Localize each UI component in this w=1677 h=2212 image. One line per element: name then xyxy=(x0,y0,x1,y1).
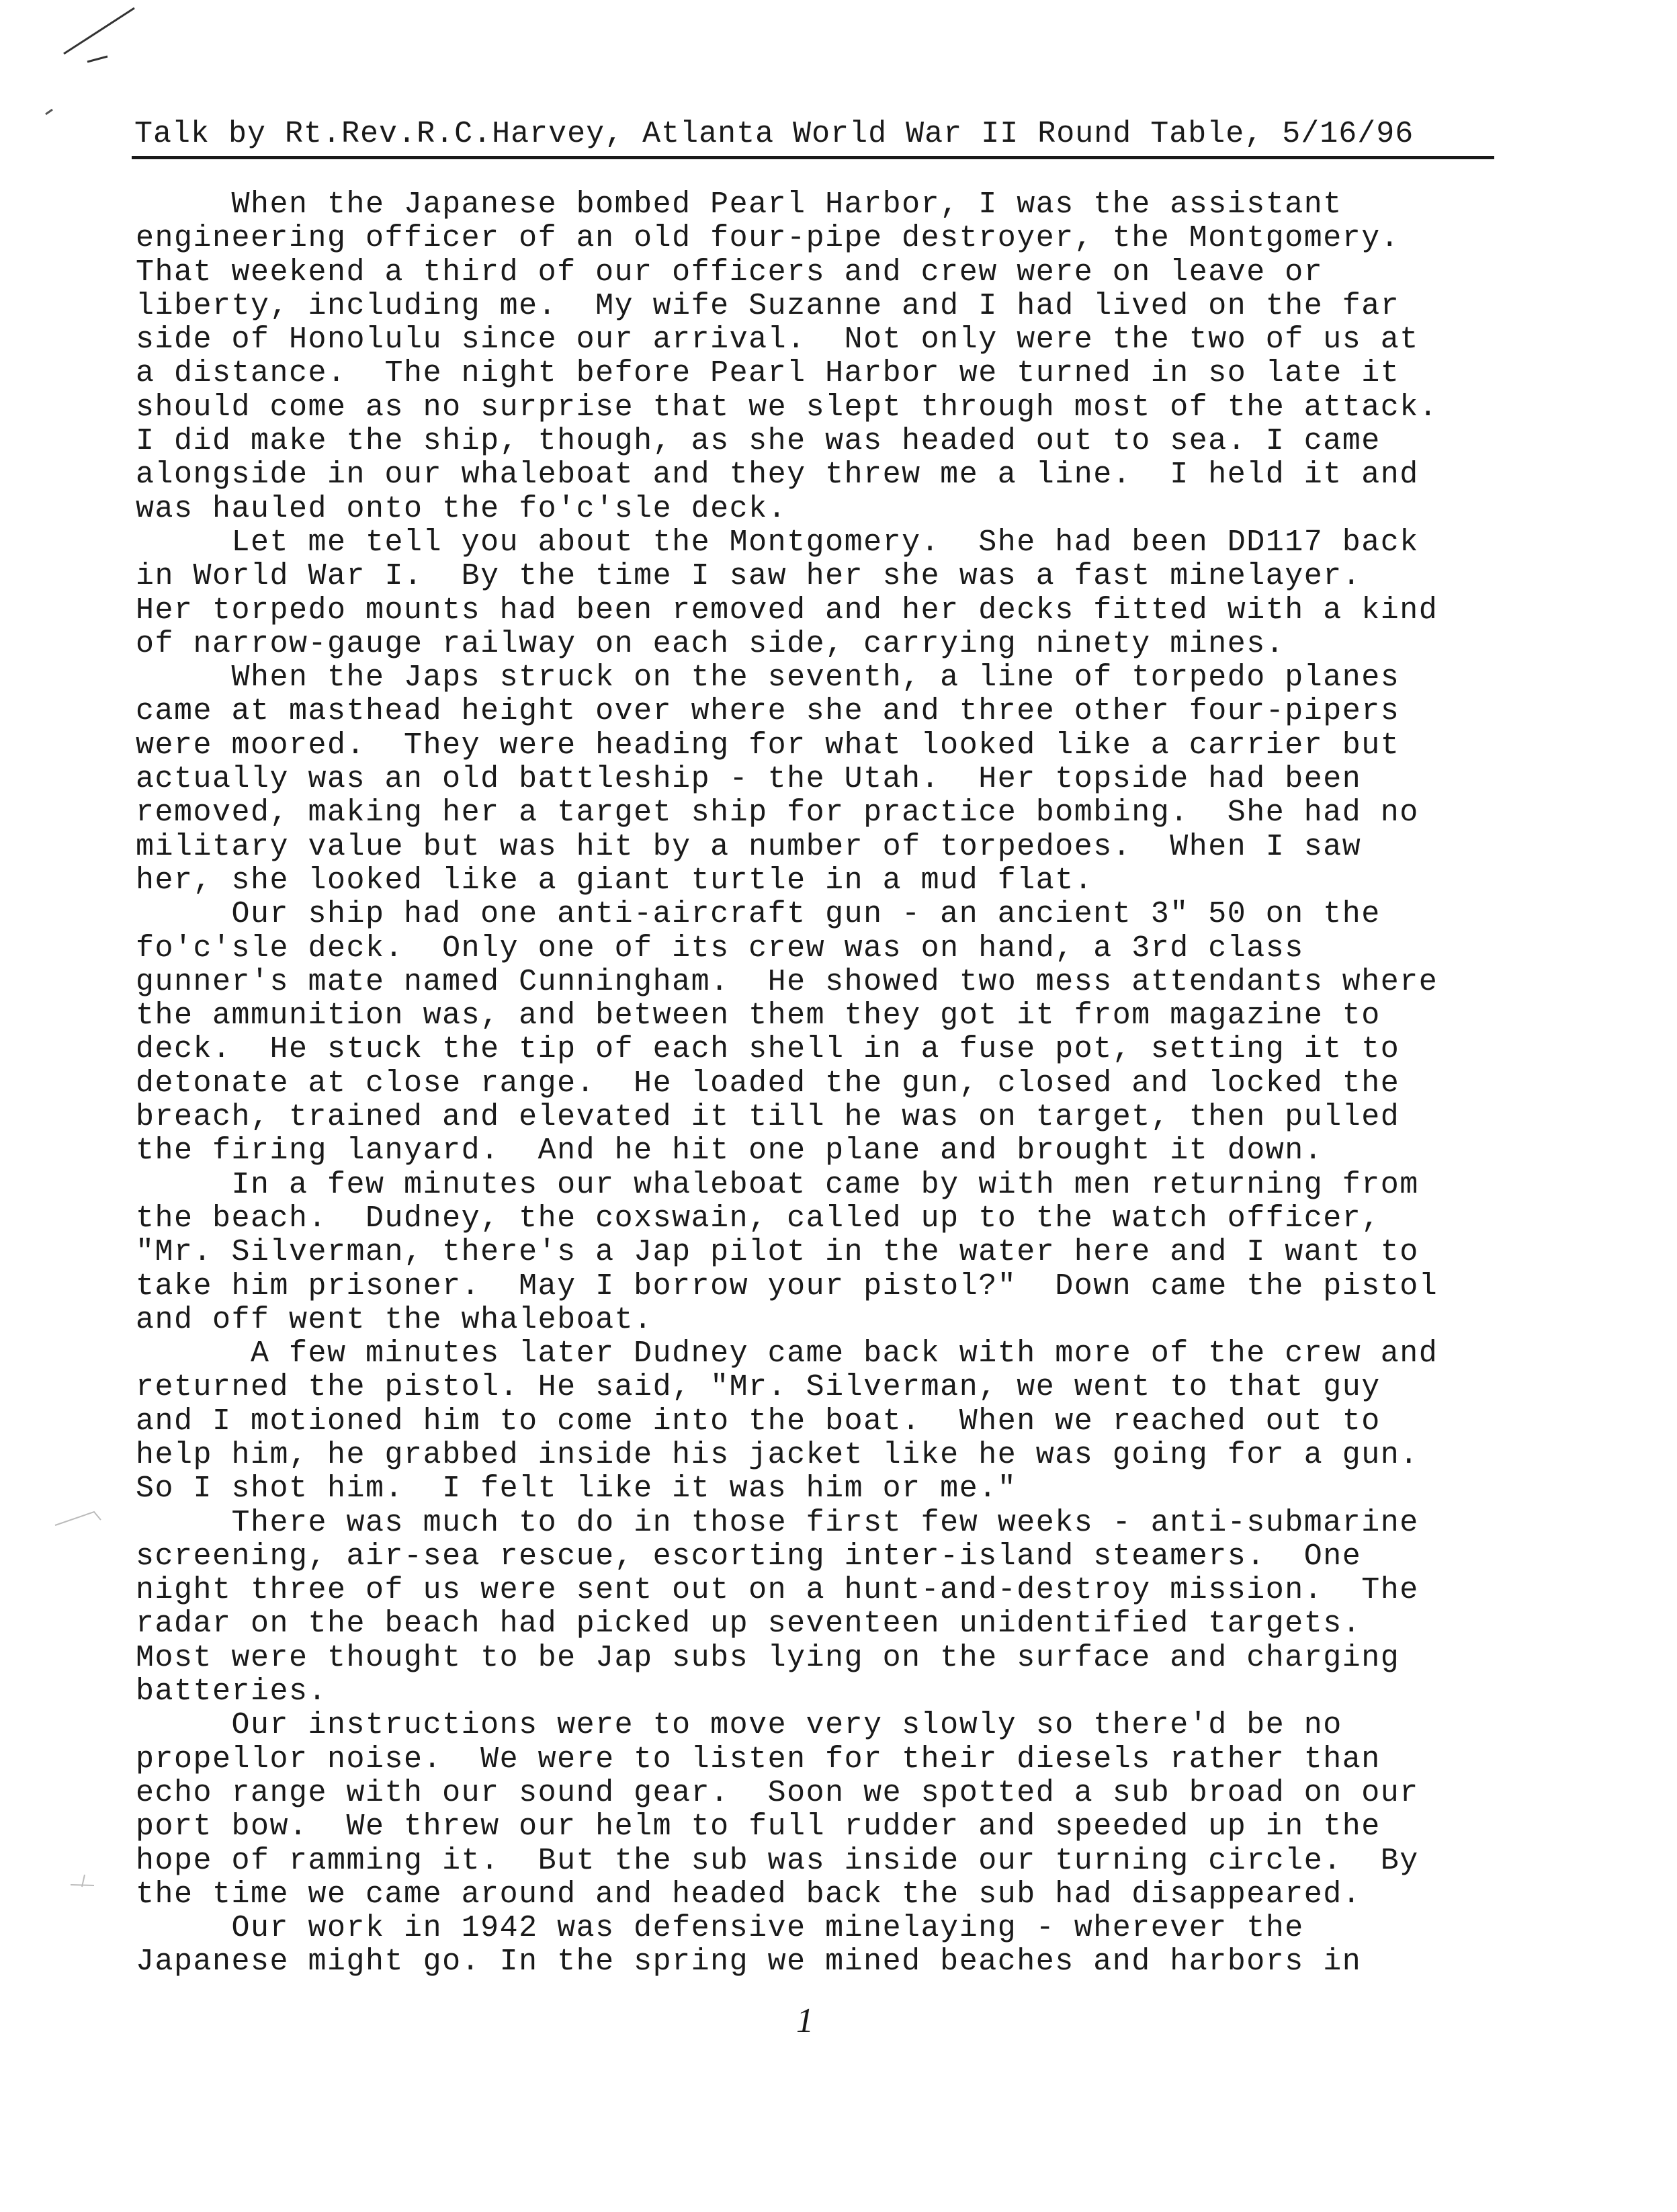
body-line: A few minutes later Dudney came back with more of the crew and xyxy=(136,1336,1438,1371)
body-line: Her torpedo mounts had been removed and her decks fitted with a kind xyxy=(136,593,1438,628)
body-line: So I shot him. I felt like it was him or me." xyxy=(136,1472,1017,1506)
body-line: were moored. They were heading for what looked like a carrier but xyxy=(136,728,1400,763)
body-line: I did make the ship, though, as she was headed out to sea. I came xyxy=(136,424,1381,459)
body-line: propellor noise. We were to listen for their diesels rather than xyxy=(136,1742,1381,1777)
body-line: came at masthead height over where she and three other four-pipers xyxy=(136,694,1400,729)
body-line: the time we came around and headed back the sub had disappeared. xyxy=(136,1877,1362,1912)
body-line: When the Japanese bombed Pearl Harbor, I was the assistant xyxy=(136,187,1342,222)
header-rule xyxy=(132,156,1494,159)
body-line: actually was an old battleship - the Utah. Her topside had been xyxy=(136,762,1362,797)
body-line: of narrow-gauge railway on each side, carrying ninety mines. xyxy=(136,626,1285,661)
body-line: the ammunition was, and between them they got it from magazine to xyxy=(136,998,1381,1033)
body-line: alongside in our whaleboat and they threw me a line. I held it and xyxy=(136,458,1419,493)
body-line: the beach. Dudney, the coxswain, called up to the watch officer, xyxy=(136,1201,1381,1236)
margin-mark-2 xyxy=(71,1875,94,1887)
body-line: help him, he grabbed inside his jacket like he was going for a gun. xyxy=(136,1437,1419,1472)
page-number: 1 xyxy=(796,2002,814,2040)
body-line: That weekend a third of our officers and crew were on leave or xyxy=(136,255,1324,290)
body-line: returned the pistol. He said, "Mr. Silverman, we went to that guy xyxy=(136,1370,1381,1405)
body-line: engineering officer of an old four-pipe destroyer, the Montgomery. xyxy=(136,221,1400,256)
body-line: removed, making her a target ship for practice bombing. She had no xyxy=(136,796,1419,831)
body-line: her, she looked like a giant turtle in a mud flat. xyxy=(136,863,1094,898)
page-header-title: Talk by Rt.Rev.R.C.Harvey, Atlanta World War II Round Table, 5/16/96 xyxy=(134,117,1414,151)
body-line: hope of ramming it. But the sub was inside our turning circle. By xyxy=(136,1843,1419,1878)
margin-mark-1 xyxy=(55,1512,101,1525)
body-line: Japanese might go. In the spring we mined beaches and harbors in xyxy=(136,1945,1362,1980)
document-body xyxy=(136,188,1520,1980)
body-line: in World War I. By the time I saw her she was a fast minelayer. xyxy=(136,559,1362,594)
body-line: Our ship had one anti-aircraft gun - an ancient 3" 50 on the xyxy=(136,897,1381,932)
body-line: port bow. We threw our helm to full rudder and speeded up in the xyxy=(136,1810,1381,1844)
pen-stroke-1 xyxy=(64,8,134,54)
pen-stroke-2 xyxy=(87,56,108,62)
body-line: was hauled onto the fo'c'sle deck. xyxy=(136,491,787,526)
body-line: take him prisoner. May I borrow your pistol?" Down came the pistol xyxy=(136,1269,1438,1304)
body-line: Our work in 1942 was defensive minelaying - wherever the xyxy=(136,1911,1304,1946)
body-line: fo'c'sle deck. Only one of its crew was on hand, a 3rd class xyxy=(136,931,1304,966)
body-line: screening, air-sea rescue, escorting inter-island steamers. One xyxy=(136,1539,1362,1574)
body-line: a distance. The night before Pearl Harbor we turned in so late it xyxy=(136,356,1400,391)
body-line: "Mr. Silverman, there's a Jap pilot in the water here and I want to xyxy=(136,1235,1419,1270)
body-line: Our instructions were to move very slowly so there'd be no xyxy=(136,1708,1342,1743)
body-line: and off went the whaleboat. xyxy=(136,1302,653,1337)
body-line: There was much to do in those first few weeks - anti-submarine xyxy=(136,1505,1419,1540)
body-line: military value but was hit by a number of torpedoes. When I saw xyxy=(136,829,1362,864)
body-line: side of Honolulu since our arrival. Not only were the two of us at xyxy=(136,323,1419,357)
body-line: deck. He stuck the tip of each shell in a fuse pot, setting it to xyxy=(136,1032,1400,1067)
body-line: radar on the beach had picked up seventeen unidentified targets. xyxy=(136,1607,1362,1642)
body-line: In a few minutes our whaleboat came by with men returning from xyxy=(136,1167,1419,1202)
pen-stroke-3 xyxy=(46,110,52,114)
body-line: night three of us were sent out on a hunt-and-destroy mission. The xyxy=(136,1573,1419,1608)
body-line: should come as no surprise that we slept through most of the attack. xyxy=(136,390,1438,425)
body-line: Let me tell you about the Montgomery. She had been DD117 back xyxy=(136,525,1419,560)
body-line: Most were thought to be Jap subs lying on the surface and charging xyxy=(136,1640,1400,1675)
body-line: and I motioned him to come into the boat. When we reached out to xyxy=(136,1404,1381,1439)
body-line: gunner's mate named Cunningham. He showed two mess attendants where xyxy=(136,964,1438,999)
body-line: When the Japs struck on the seventh, a line of torpedo planes xyxy=(136,661,1400,695)
body-line: the firing lanyard. And he hit one plane and brought it down. xyxy=(136,1134,1324,1168)
body-line: liberty, including me. My wife Suzanne and I had lived on the far xyxy=(136,288,1400,323)
body-line: detonate at close range. He loaded the gun, closed and locked the xyxy=(136,1066,1400,1101)
body-line: echo range with our sound gear. Soon we spotted a sub broad on our xyxy=(136,1775,1419,1810)
body-line: breach, trained and elevated it till he was on target, then pulled xyxy=(136,1100,1400,1135)
body-line: batteries. xyxy=(136,1674,328,1709)
